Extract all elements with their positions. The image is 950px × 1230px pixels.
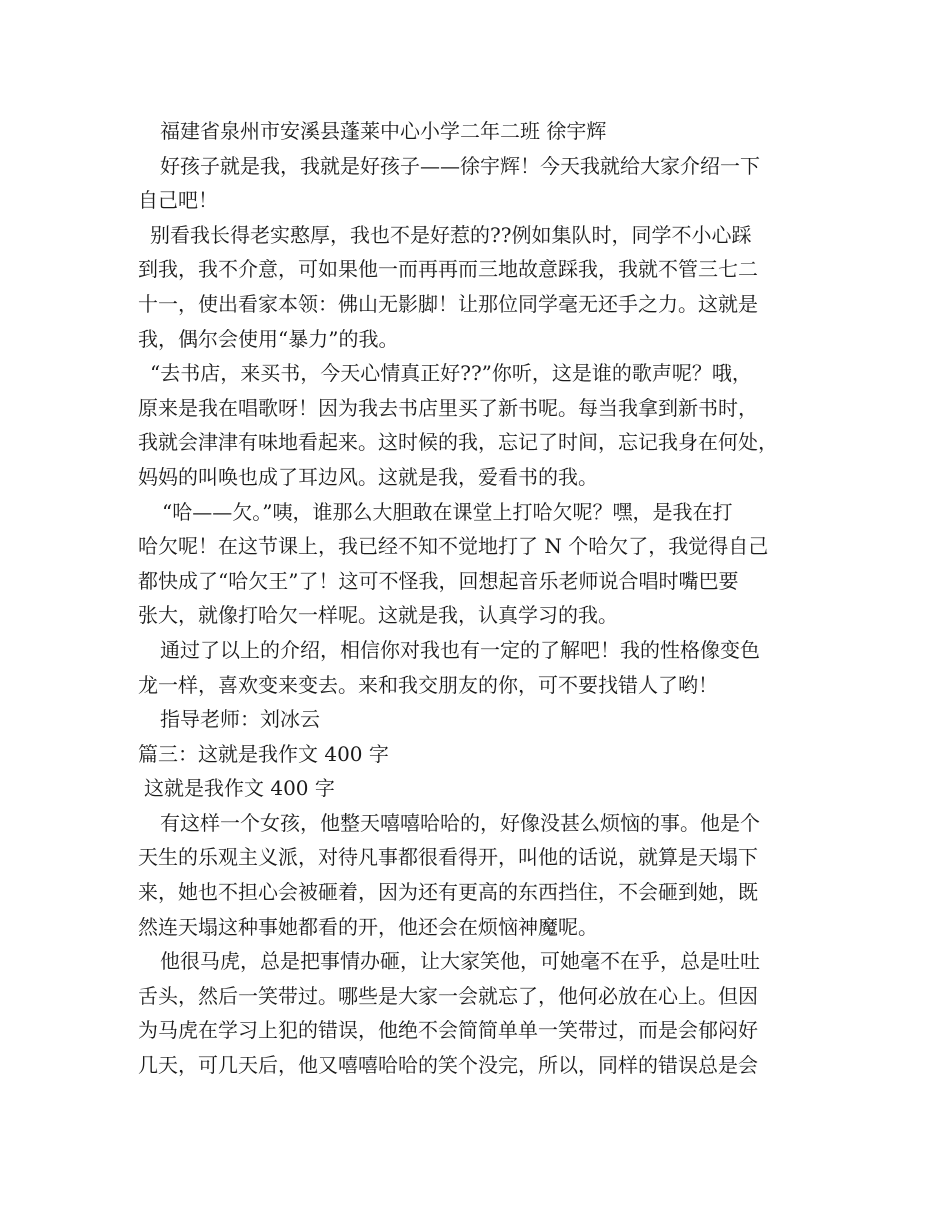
paragraph-line: 我，偶尔会使用“暴力”的我。 xyxy=(138,326,399,351)
paragraph-line: 张大，就像打哈欠一样呢。这就是我，认真学习的我。 xyxy=(138,603,618,628)
paragraph-line: “哈——欠。”咦，谁那么大胆敢在课堂上打哈欠呢？嘿，是我在打 xyxy=(162,499,733,524)
document-body xyxy=(138,114,828,1083)
paragraph-line: 都快成了“哈欠王”了！这可不怪我，回想起音乐老师说合唱时嘴巴要 xyxy=(138,568,739,593)
paragraph-line: 他很马虎，总是把事情办砸，让大家笑他，可她毫不在乎，总是吐吐 xyxy=(160,949,760,974)
essay-title: 这就是我作文 400 字 xyxy=(144,776,335,801)
paragraph-line: 来，她也不担心会被砸着，因为还有更高的东西挡住，不会砸到她，既 xyxy=(138,880,758,905)
paragraph-line: 好孩子就是我，我就是好孩子——徐宇辉！今天我就给大家介绍一下 xyxy=(160,153,760,178)
paragraph-line: 为马虎在学习上犯的错误，他绝不会简简单单一笑带过，而是会郁闷好 xyxy=(138,1018,758,1043)
paragraph-line: 通过了以上的介绍，相信你对我也有一定的了解吧！我的性格像变色 xyxy=(160,637,760,662)
section-heading: 篇三：这就是我作文 400 字 xyxy=(138,741,389,766)
paragraph-line: 舌头，然后一笑带过。哪些是大家一会就忘了，他何必放在心上。但因 xyxy=(138,983,758,1008)
paragraph-line: 天生的乐观主义派，对待凡事都很看得开，叫他的话说，就算是天塌下 xyxy=(138,845,758,870)
paragraph-line: 十一，使出看家本领：佛山无影脚！让那位同学毫无还手之力。这就是 xyxy=(138,291,758,316)
paragraph-line: 哈欠呢！在这节课上，我已经不知不觉地打了 N 个哈欠了，我觉得自己 xyxy=(138,534,769,559)
paragraph-line: 妈妈的叫唤也成了耳边风。这就是我，爱看书的我。 xyxy=(138,464,598,489)
paragraph-line: 自己吧！ xyxy=(138,188,218,213)
instructor-line: 指导老师：刘冰云 xyxy=(160,707,320,732)
paragraph-line: “去书店，来买书，今天心情真正好??”你听，这是谁的歌声呢？哦， xyxy=(150,361,752,386)
paragraph-line: 然连天塌这种事她都看的开，他还会在烦恼神魔呢。 xyxy=(138,914,598,939)
paragraph-line: 龙一样，喜欢变来变去。来和我交朋友的你，可不要找错人了哟！ xyxy=(138,672,718,697)
paragraph-line: 原来是我在唱歌呀！因为我去书店里买了新书呢。每当我拿到新书时， xyxy=(138,395,758,420)
paragraph-line: 到我，我不介意，可如果他一而再再而三地故意踩我，我就不管三七二 xyxy=(138,257,758,282)
paragraph-line: 有这样一个女孩，他整天嘻嘻哈哈的，好像没甚么烦恼的事。他是个 xyxy=(160,810,760,835)
paragraph-line: 我就会津津有味地看起来。这时候的我，忘记了时间，忘记我身在何处， xyxy=(138,430,778,455)
paragraph-line: 几天，可几天后，他又嘻嘻哈哈的笑个没完，所以，同样的错误总是会 xyxy=(138,1053,758,1078)
paragraph-line: 别看我长得老实憨厚，我也不是好惹的??例如集队时，同学不小心踩 xyxy=(150,222,752,247)
author-line: 福建省泉州市安溪县蓬莱中心小学二年二班 徐宇辉 xyxy=(160,119,607,143)
